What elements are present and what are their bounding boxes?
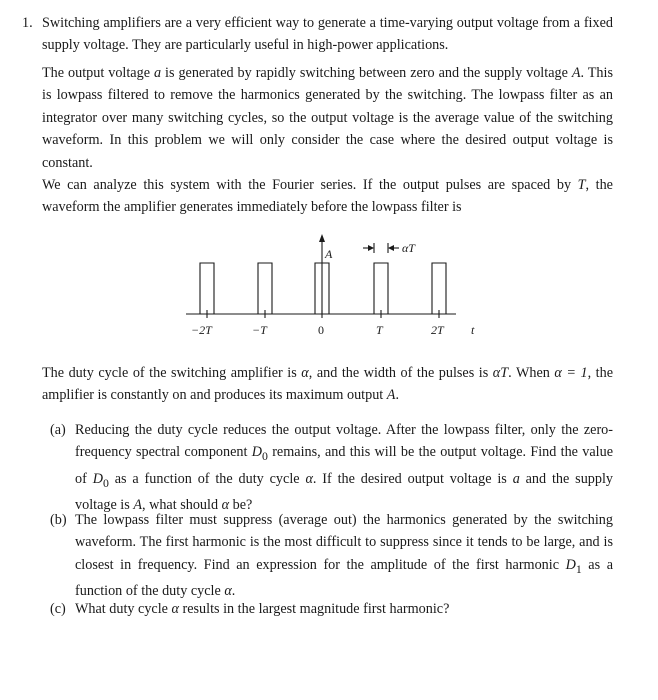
output-voltage-paragraph: The output voltage a is generated by rapidly switching between zero and the supply voltage A. This is lowpass filtered to remove the harmonics generated by the switching. The lowpass filter as an integrator over many switching cycles, so the output voltage is the average value of the switching waveform. In this problem we will only consider the case where the desired output voltage is constant. (42, 65, 613, 171)
width-label: αT (402, 241, 415, 255)
part-a-text: Reducing the duty cycle reduces the output voltage. After the lowpass filter, only the zero-frequency spectral component $D_0$ remains, and this will be the output voltage. Find the value of $D_0$ as a function of the duty cycle α. If the desired output voltage is a and the supply voltage is A, what should α be? (75, 422, 614, 513)
amplitude-arrowhead (319, 234, 325, 242)
part-a-label: (a) (50, 422, 66, 438)
tick-label-2T: 2T (431, 323, 444, 337)
width-arrowhead-left (368, 245, 374, 251)
amplitude-label: A (325, 247, 333, 261)
duty-cycle-paragraph: The duty cycle of the switching amplifier is α, and the width of the pulses is αT. When α = 1, the amplifier is constantly on and produces its maximum output A. (42, 365, 613, 404)
tick-label-T: T (376, 323, 383, 337)
time-axis-label: t (471, 323, 475, 337)
pulse (432, 263, 446, 314)
tick-label-neg2T: −2T (191, 323, 212, 337)
tick-label-zero: 0 (318, 323, 324, 337)
problem-number: 1. (22, 15, 33, 31)
intro-paragraph: Switching amplifiers are a very efficient way to generate a time-varying output voltage from a fixed supply voltage. They are particularly useful in high-power applications. (42, 15, 613, 54)
pulse (200, 263, 214, 314)
fourier-paragraph: We can analyze this system with the Fourier series. If the output pulses are spaced by T, the waveform the amplifier generates immediately before the lowpass filter is (42, 177, 613, 216)
part-c-text: What duty cycle α results in the largest magnitude first harmonic? (75, 601, 450, 617)
part-b-label: (b) (50, 512, 67, 528)
width-arrowhead-right (388, 245, 394, 251)
pulse (374, 263, 388, 314)
part-c-label: (c) (50, 601, 66, 617)
part-b-text: The lowpass filter must suppress (average out) the harmonics generated by the switching waveform. The first harmonic is the most difficult to suppress since it tends to be large, and is closest in frequency. Find an expression for the amplitude of the first harmonic $D_1$ as a function of the duty cycle α. (75, 512, 613, 600)
pulse (258, 263, 272, 314)
tick-label-negT: −T (252, 323, 267, 337)
